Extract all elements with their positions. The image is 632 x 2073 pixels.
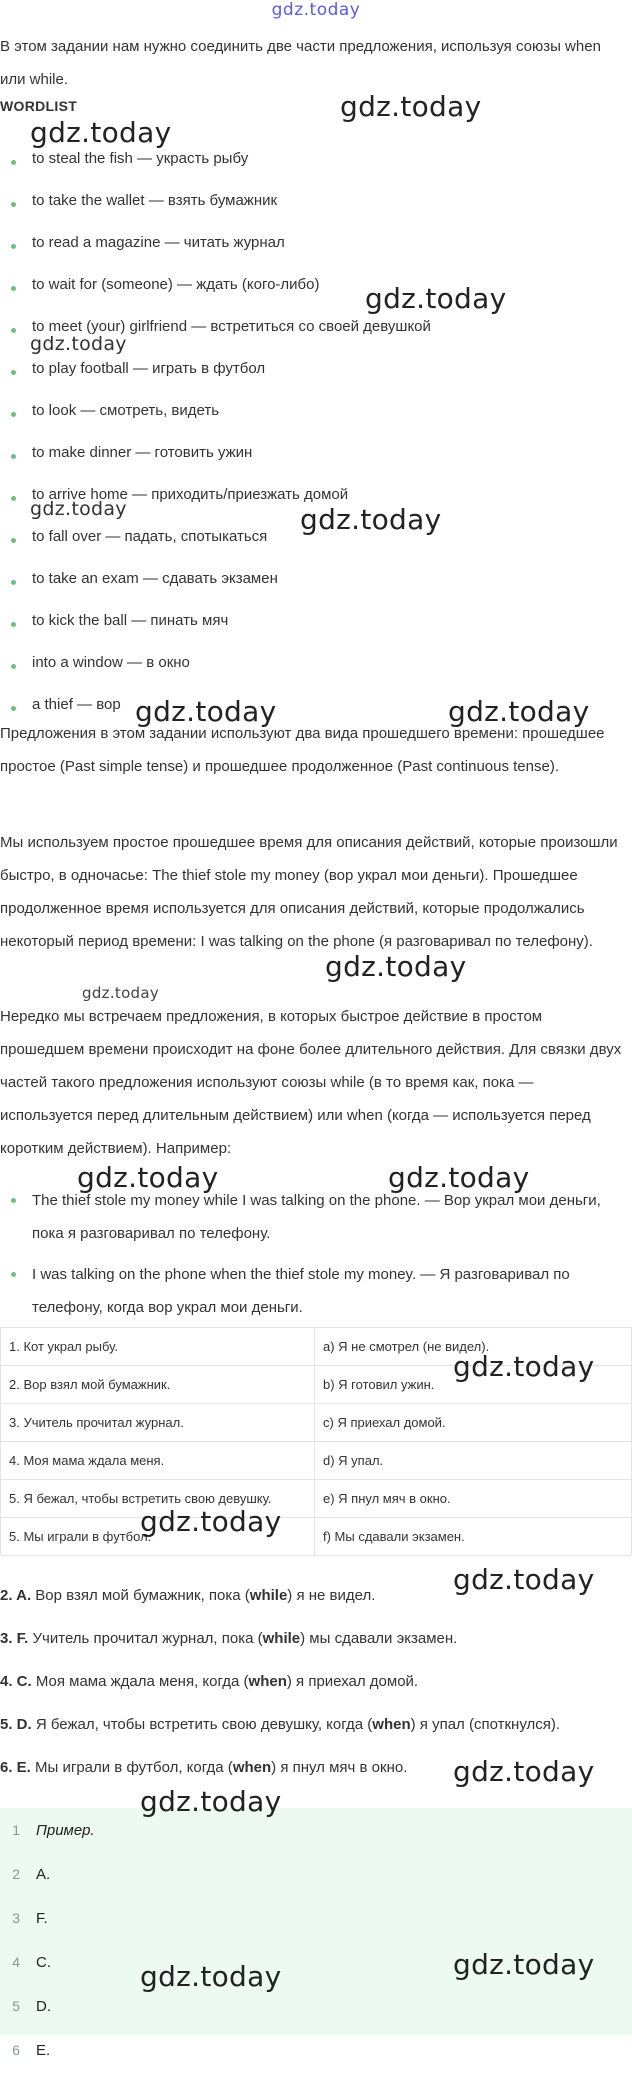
wordlist-item: to meet (your) girlfriend — встретиться со своей девушкой: [0, 310, 620, 352]
watermark: gdz.today: [140, 1505, 282, 1538]
bullet-icon: [11, 202, 16, 207]
wordlist-item: to steal the fish — украсть рыбу: [0, 142, 620, 184]
table-cell: f) Мы сдавали экзамен.: [315, 1518, 632, 1556]
bullet-icon: [11, 160, 16, 165]
table-row: [1, 1518, 632, 1556]
paragraph-conjunctions: Нередко мы встречаем предложения, в которых быстрое действие в простом прошедшем времени происходит на фоне более длительного действия. Для связки двух частей такого предложения используют союзы while (в то время как, пока — используется перед длительным действием) или when (когда — используется перед коротким действием). Например:: [0, 1008, 622, 1157]
wordlist-item: to make dinner — готовить ужин: [0, 436, 620, 478]
site-header: [0, 0, 632, 26]
intro-text: В этом задании нам нужно соединить две части предложения, используя союзы when или while.: [0, 38, 601, 88]
wordlist-item: to kick the ball — пинать мяч: [0, 604, 620, 646]
example-item: The thief stole my money while I was talking on the phone. — Вор украл мои деньги, пока я разговаривал по телефону.: [0, 1184, 625, 1250]
watermark: gdz.today: [325, 950, 467, 983]
answer-code-block: [0, 1808, 632, 2059]
table-cell: 4. Моя мама ждала меня.: [1, 1442, 315, 1480]
bullet-icon: [11, 1272, 16, 1277]
watermark: gdz.today: [30, 498, 127, 520]
wordlist-item: to look — смотреть, видеть: [0, 394, 620, 436]
wordlist-item: to wait for (someone) — ждать (кого-либо): [0, 268, 620, 310]
wordlist-item: to take an exam — сдавать экзамен: [0, 562, 620, 604]
answer-line: 6. E. Мы играли в футбол, когда (when) я пнул мяч в окно.: [0, 1759, 408, 1776]
watermark: gdz.today: [82, 984, 160, 1002]
bullet-icon: [11, 622, 16, 627]
watermark: gdz.today: [300, 503, 442, 536]
watermark: gdz.today: [453, 1948, 595, 1981]
bullet-icon: [11, 412, 16, 417]
watermark: gdz.today: [388, 1161, 530, 1194]
table-cell: c) Я приехал домой.: [315, 1404, 632, 1442]
wordlist-item: into a window — в окно: [0, 646, 620, 688]
wordlist-title: WORDLIST: [0, 98, 78, 114]
table-cell: 5. Я бежал, чтобы встретить свою девушку.: [1, 1480, 315, 1518]
watermark: gdz.today: [340, 90, 482, 123]
wordlist-item: to fall over — падать, спотыкаться: [0, 520, 620, 562]
example-item: I was talking on the phone when the thief stole my money. — Я разговаривал по телефону, когда вор украл мои деньги.: [0, 1258, 625, 1324]
line-number: 4: [12, 1954, 20, 1970]
answer-line: 3. F. Учитель прочитал журнал, пока (while) мы сдавали экзамен.: [0, 1630, 458, 1647]
table-cell: e) Я пнул мяч в окно.: [315, 1480, 632, 1518]
bullet-icon: [11, 664, 16, 669]
bullet-icon: [11, 370, 16, 375]
line-number: 3: [12, 1910, 20, 1926]
examples-list: [0, 1184, 625, 1332]
table-cell: a) Я не смотрел (не видел).: [315, 1328, 632, 1366]
watermark: gdz.today: [30, 116, 172, 149]
table-cell: 1. Кот украл рыбу.: [1, 1328, 315, 1366]
wordlist-item: to read a magazine — читать журнал: [0, 226, 620, 268]
site-logo-link[interactable]: gdz.today: [271, 0, 361, 20]
paragraph-explanation: Мы используем простое прошедшее время для описания действий, которые произошли быстро, в одночасье: The thief stole my money (вор украл мои деньги). Прошедшее продолженное время используется для описания действий, которые продолжались некоторый период времени: I was talking on the phone (я разговаривал по телефону).: [0, 834, 618, 950]
watermark: gdz.today: [30, 333, 127, 355]
line-number: 2: [12, 1866, 20, 1882]
answer-line: 5. D. Я бежал, чтобы встретить свою девушку, когда (when) я упал (споткнулся).: [0, 1716, 561, 1733]
watermark: gdz.today: [140, 1785, 282, 1818]
bullet-icon: [11, 286, 16, 291]
code-line: [0, 1896, 632, 1940]
code-line: [0, 1984, 632, 2028]
table-cell: 3. Учитель прочитал журнал.: [1, 1404, 315, 1442]
bullet-icon: [11, 538, 16, 543]
paragraph-tenses: Предложения в этом задании используют два вида прошедшего времени: прошедшее простое (Past simple tense) и прошедшее продолженное (Past continuous tense).: [0, 725, 605, 775]
table-row: [1, 1404, 632, 1442]
code-text: C.: [36, 1954, 51, 1971]
table-row: [1, 1442, 632, 1480]
bullet-icon: [11, 580, 16, 585]
watermark: gdz.today: [453, 1755, 595, 1788]
watermark: gdz.today: [140, 1960, 282, 1993]
code-text: E.: [36, 2042, 51, 2059]
table-cell: 5. Мы играли в футбол.: [1, 1518, 315, 1556]
answer-line: 2. A. Вор взял мой бумажник, пока (while) я не видел.: [0, 1587, 376, 1604]
wordlist: [0, 142, 620, 730]
wordlist-item: a thief — вор: [0, 688, 620, 730]
watermark: gdz.today: [453, 1350, 595, 1383]
line-number: 6: [12, 2042, 20, 2058]
bullet-icon: [11, 496, 16, 501]
bullet-icon: [11, 454, 16, 459]
code-line: [0, 1852, 632, 1896]
table-cell: d) Я упал.: [315, 1442, 632, 1480]
answer-line: 4. C. Моя мама ждала меня, когда (when) я приехал домой.: [0, 1673, 419, 1690]
code-text: F.: [36, 1910, 48, 1927]
code-text: D.: [36, 1998, 51, 2015]
code-text: A.: [36, 1866, 51, 1883]
watermark: gdz.today: [77, 1161, 219, 1194]
table-cell: 2. Вор взял мой бумажник.: [1, 1366, 315, 1404]
wordlist-item: to arrive home — приходить/приезжать домой: [0, 478, 620, 520]
bullet-icon: [11, 244, 16, 249]
watermark: gdz.today: [135, 695, 277, 728]
watermark: gdz.today: [448, 695, 590, 728]
watermark: gdz.today: [453, 1563, 595, 1596]
line-number: 1: [12, 1822, 20, 1838]
wordlist-item: to play football — играть в футбол: [0, 352, 620, 394]
table-row: [1, 1480, 632, 1518]
table-cell: b) Я готовил ужин.: [315, 1366, 632, 1404]
code-line: [0, 1808, 632, 1852]
bullet-icon: [11, 328, 16, 333]
bullet-icon: [11, 706, 16, 711]
watermark: gdz.today: [365, 282, 507, 315]
line-number: 5: [12, 1998, 20, 2014]
code-text: Пример.: [36, 1822, 95, 1839]
wordlist-item: to take the wallet — взять бумажник: [0, 184, 620, 226]
bullet-icon: [11, 1198, 16, 1203]
